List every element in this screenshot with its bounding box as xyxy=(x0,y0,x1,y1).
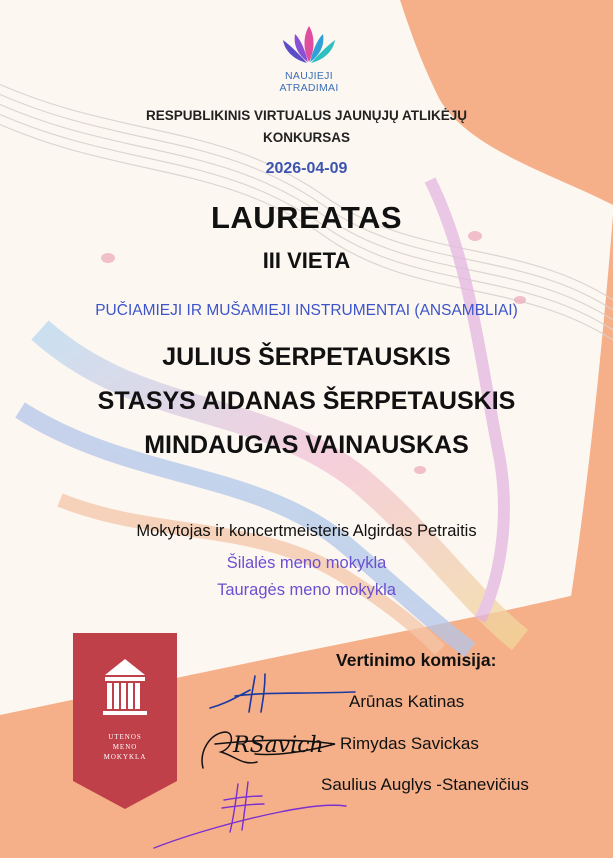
contest-date: 2026-04-09 xyxy=(265,160,348,177)
laureate-name: JULIUS ŠERPETAUSKIS xyxy=(162,343,451,371)
contest-title-line2: KONKURSAS xyxy=(262,130,350,145)
signature-3 xyxy=(150,778,350,850)
school-name: Šilalės meno mokykla xyxy=(226,554,387,572)
committee-heading: Vertinimo komisija: xyxy=(336,650,497,670)
laureate-name: STASYS AIDANAS ŠERPETAUSKIS xyxy=(97,387,516,415)
award-category: PUČIAMIEJI IR MUŠAMIEJI INSTRUMENTAI (ANSAMBLIAI) xyxy=(95,302,518,319)
signature-2-script: RSavich xyxy=(233,733,324,758)
signature-1 xyxy=(205,668,365,718)
brand-name: NAUJIEJI ATRADIMAI xyxy=(279,70,339,94)
award-place: III VIETA xyxy=(262,248,351,273)
teacher-line: Mokytojas ir koncertmeisteris Algirdas Petraitis xyxy=(136,522,477,540)
committee-member: Saulius Auglys -Stanevičius xyxy=(321,775,529,794)
crest-text-line1: UTENOS xyxy=(108,733,142,741)
school-name: Tauragės meno mokykla xyxy=(217,581,396,599)
award-title: LAUREATAS xyxy=(210,200,403,235)
contest-title-line1: RESPUBLIKINIS VIRTUALUS JAUNŲJŲ ATLIKĖJŲ xyxy=(145,108,468,123)
lotus-icon xyxy=(259,18,359,70)
brand-logo xyxy=(259,18,359,92)
crest-text-line3: MOKYKLA xyxy=(103,753,147,761)
laureate-name: MINDAUGAS VAINAUSKAS xyxy=(144,431,469,459)
signature-2 xyxy=(195,722,340,774)
committee-member: Rimydas Savickas xyxy=(340,734,479,753)
committee-member: Arūnas Katinas xyxy=(349,692,465,711)
crest-text-line2: MENO xyxy=(112,743,138,751)
